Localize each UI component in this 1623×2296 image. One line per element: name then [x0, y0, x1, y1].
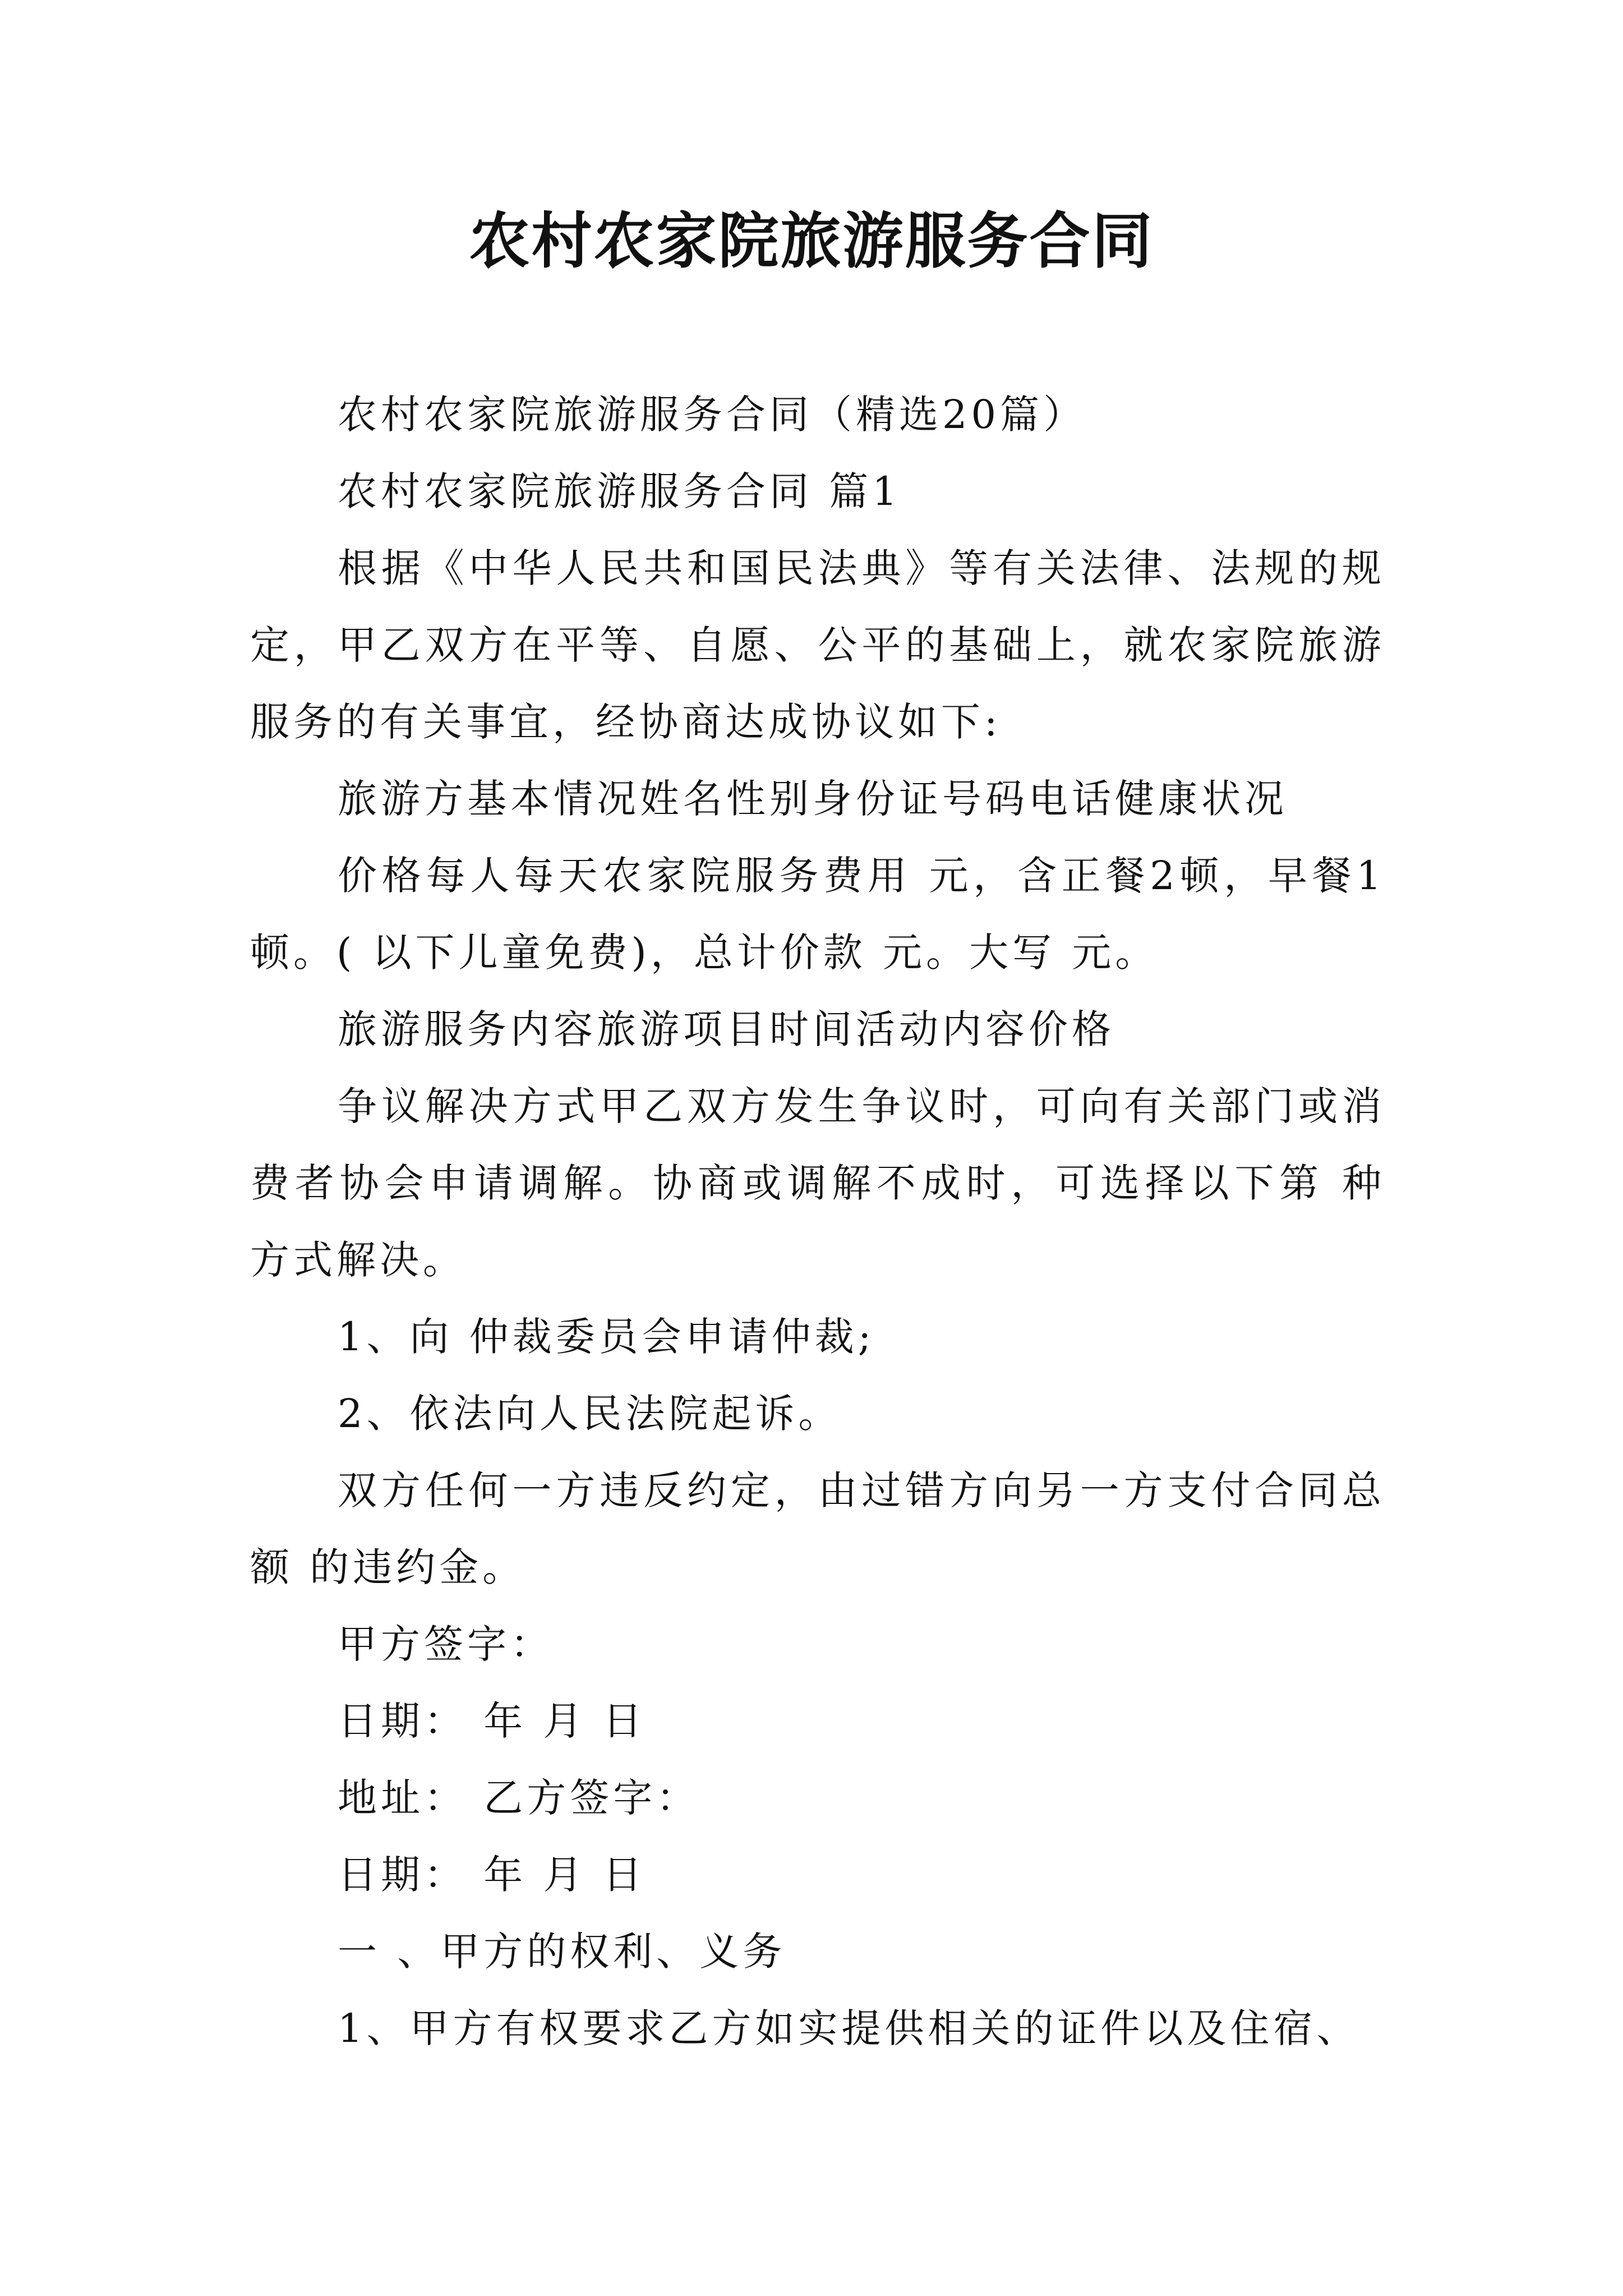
paragraph-party-a-right-1: 1、甲方有权要求乙方如实提供相关的证件以及住宿、	[338, 2005, 1360, 2051]
paragraph-lawsuit: 2、依法向人民法院起诉。	[338, 1391, 842, 1437]
document-title: 农村农家院旅游服务合同	[469, 206, 1154, 277]
paragraph-party-a-rights-heading: 一 、甲方的权利、义务	[338, 1929, 786, 1975]
paragraph-subtitle: 农村农家院旅游服务合同（精选20篇）	[338, 392, 1087, 438]
paragraph-date-b: 日期： 年 月 日	[338, 1852, 646, 1898]
paragraph-preamble: 根据《中华人民共和国民法典》等有关法律、法规的规定，甲乙双方在平等、自愿、公平的基础上，就农家院旅游服务的有关事宜，经协商达成协议如下:	[250, 545, 1385, 745]
paragraph-service-content: 旅游服务内容旅游项目时间活动内容价格	[338, 1006, 1115, 1052]
paragraph-traveler-info: 旅游方基本情况姓名性别身份证号码电话健康状况	[338, 776, 1288, 822]
paragraph-arbitration: 1、向 仲裁委员会申请仲裁;	[338, 1314, 875, 1360]
paragraph-date-a: 日期： 年 月 日	[338, 1698, 646, 1744]
paragraph-section-heading: 农村农家院旅游服务合同 篇1	[338, 468, 901, 514]
document-body	[250, 376, 1385, 2067]
paragraph-party-a-signature: 甲方签字：	[338, 1621, 554, 1667]
paragraph-breach-penalty: 双方任何一方违反约定，由过错方向另一方支付合同总额 的违约金。	[250, 1467, 1385, 1590]
paragraph-address-party-b-signature: 地址： 乙方签字：	[338, 1775, 700, 1821]
paragraph-price: 价格每人每天农家院服务费用 元，含正餐2顿，早餐1顿。( 以下儿童免费)，总计价款 元。大写 元。	[250, 853, 1385, 976]
paragraph-dispute-resolution: 争议解决方式甲乙双方发生争议时，可向有关部门或消费者协会申请调解。协商或调解不成时，可选择以下第 种方式解决。	[250, 1083, 1385, 1283]
